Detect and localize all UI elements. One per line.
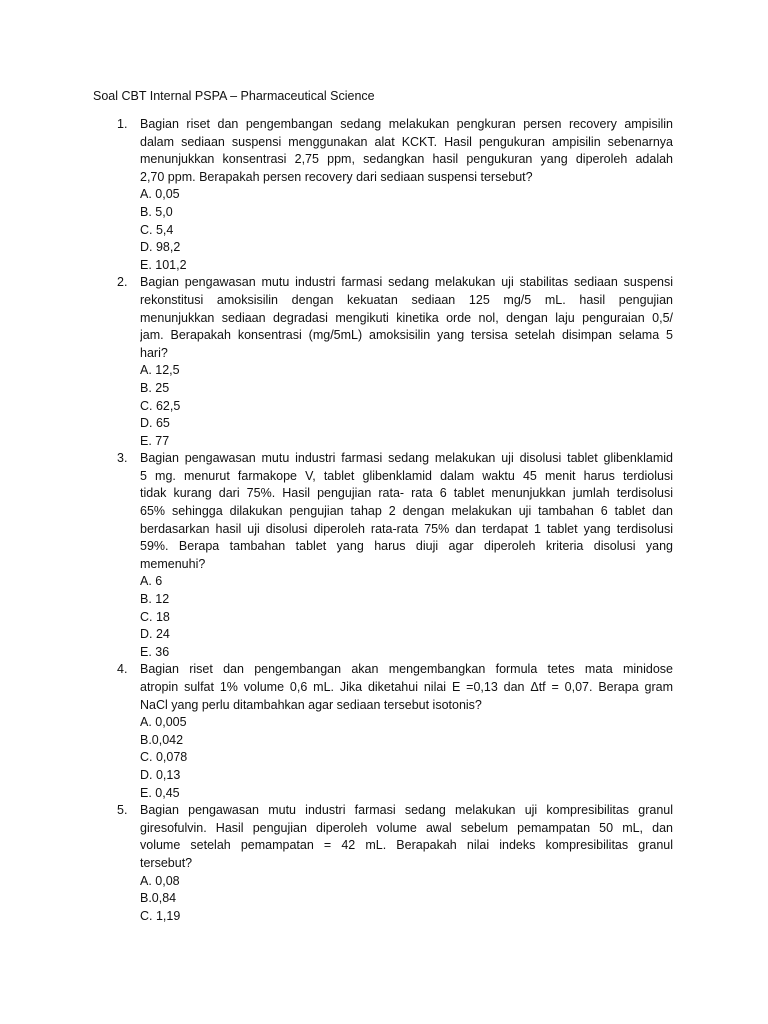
- answer-option: E. 77: [140, 433, 170, 448]
- question-text-line: berdasarkan hasil uji disolusi diperoleh rata-rata 75% dan terdapat 1 tablet yang terdisolusi: [140, 521, 673, 536]
- question-item: [0, 116, 768, 274]
- answer-option: C. 1,19: [140, 908, 181, 923]
- answer-option: E. 36: [140, 644, 170, 659]
- answer-options: [140, 573, 673, 661]
- question-text-line: tidak kurang dari 75%. Hasil pengujian rata- rata 6 tablet menunjukkan jumlah terdisolusi: [140, 486, 673, 501]
- question-text-line: menunjukkan sediaan degradasi mengikuti kinetika orde nol, dengan laju penguraian 0,5/: [140, 310, 673, 325]
- answer-option: C. 0,078: [140, 750, 188, 765]
- question-text-line: volume setelah pemampatan = 42 mL. Berapakah nilai indeks kompresibilitas granul: [140, 838, 673, 853]
- question-text-line: 59%. Berapa tambahan tablet yang harus diuji agar diperoleh kriteria disolusi yang: [140, 539, 673, 554]
- question-text-line: Bagian riset dan pengembangan sedang melakukan pengkuran persen recovery ampisilin: [140, 117, 673, 131]
- question-number: 1.: [117, 117, 128, 131]
- answer-options: [140, 362, 673, 450]
- question-text-line: dalam sediaan suspensi menggunakan alat KCKT. Hasil pengukuran ampisilin sebenarnya: [140, 134, 673, 149]
- answer-option: A. 0,05: [140, 187, 180, 202]
- question-number: 2.: [117, 275, 128, 290]
- question-item: [0, 274, 768, 450]
- answer-option: A. 0,005: [140, 715, 187, 730]
- question-text-line: tersebut?: [140, 855, 193, 870]
- answer-option: A. 6: [140, 574, 163, 589]
- answer-options: [140, 873, 673, 926]
- question-text-line: jam. Berapakah konsentrasi (mg/5mL) amoksisilin yang tersisa setelah disimpan selama 5: [140, 328, 673, 343]
- question-number: 3.: [117, 451, 128, 466]
- answer-options: [140, 186, 673, 274]
- question-text-line: atropin sulfat 1% volume 0,6 mL. Jika diketahui nilai E =0,13 dan Δtf = 0,07. Berapa gram: [140, 680, 673, 694]
- answer-option: B. 25: [140, 380, 170, 395]
- answer-option: D. 98,2: [140, 240, 181, 255]
- question-text-line: 5 mg. menurut farmakope V, tablet glibenklamid dalam waktu 45 menit harus terdiolusi: [140, 468, 673, 483]
- question-body: [140, 450, 673, 661]
- answer-options: [140, 714, 673, 802]
- answer-option: E. 0,45: [140, 785, 180, 800]
- answer-option: C. 5,4: [140, 222, 174, 237]
- question-body: [140, 274, 673, 450]
- question-text-line: Bagian pengawasan mutu industri farmasi sedang melakukan uji disolusi tablet glibenklamid: [140, 451, 673, 466]
- answer-option: C. 62,5: [140, 398, 181, 413]
- question-text-line: Bagian riset dan pengembangan akan mengembangkan formula tetes mata minidose: [140, 662, 673, 677]
- answer-option: D. 65: [140, 416, 170, 431]
- question-item: [0, 661, 768, 802]
- answer-option: D. 24: [140, 627, 170, 642]
- question-body: [140, 661, 673, 802]
- question-text-line: Bagian pengawasan mutu industri farmasi sedang melakukan uji kompresibilitas granul: [140, 803, 673, 818]
- answer-option: B. 12: [140, 592, 170, 607]
- question-text-line: hari?: [140, 345, 168, 360]
- question-body: [140, 116, 673, 274]
- answer-option: D. 0,13: [140, 767, 181, 782]
- question-text-line: 65% sehingga dilakukan pengujian tahap 2 dengan melakukan uji tambahan 6 tablet dan: [140, 504, 673, 519]
- answer-option: A. 0,08: [140, 873, 180, 888]
- question-text-line: NaCl yang perlu ditambahkan agar sediaan tersebut isotonis?: [140, 697, 482, 712]
- question-text-line: Bagian pengawasan mutu industri farmasi sedang melakukan uji stabilitas sediaan suspensi: [140, 275, 673, 290]
- question-text-line: memenuhi?: [140, 556, 206, 571]
- question-list: [0, 116, 768, 925]
- question-text-line: rekonstitusi amoksisilin dengan kekuatan sediaan 125 mg/5 mL. hasil pengujian: [140, 292, 673, 307]
- answer-option: B. 5,0: [140, 204, 173, 219]
- answer-option: E. 101,2: [140, 257, 187, 272]
- question-item: [0, 450, 768, 661]
- question-item: [0, 802, 768, 925]
- question-number: 5.: [117, 803, 128, 818]
- question-text-line: menunjukkan konsentrasi 2,75 ppm, sedangkan hasil pengukuran yang diperoleh adalah: [140, 152, 673, 167]
- question-number: 4.: [117, 662, 128, 677]
- answer-option: B.0,042: [140, 732, 184, 747]
- answer-option: A. 12,5: [140, 363, 180, 378]
- question-text-line: 2,70 ppm. Berapakah persen recovery dari sediaan suspensi tersebut?: [140, 169, 533, 184]
- question-text-line: giresofulvin. Hasil pengujian diperoleh volume awal sebelum pemampatan 50 mL, dan: [140, 820, 673, 835]
- document-title: Soal CBT Internal PSPA – Pharmaceutical Science: [93, 89, 375, 103]
- question-body: [140, 802, 673, 925]
- answer-option: B.0,84: [140, 891, 177, 906]
- answer-option: C. 18: [140, 609, 170, 624]
